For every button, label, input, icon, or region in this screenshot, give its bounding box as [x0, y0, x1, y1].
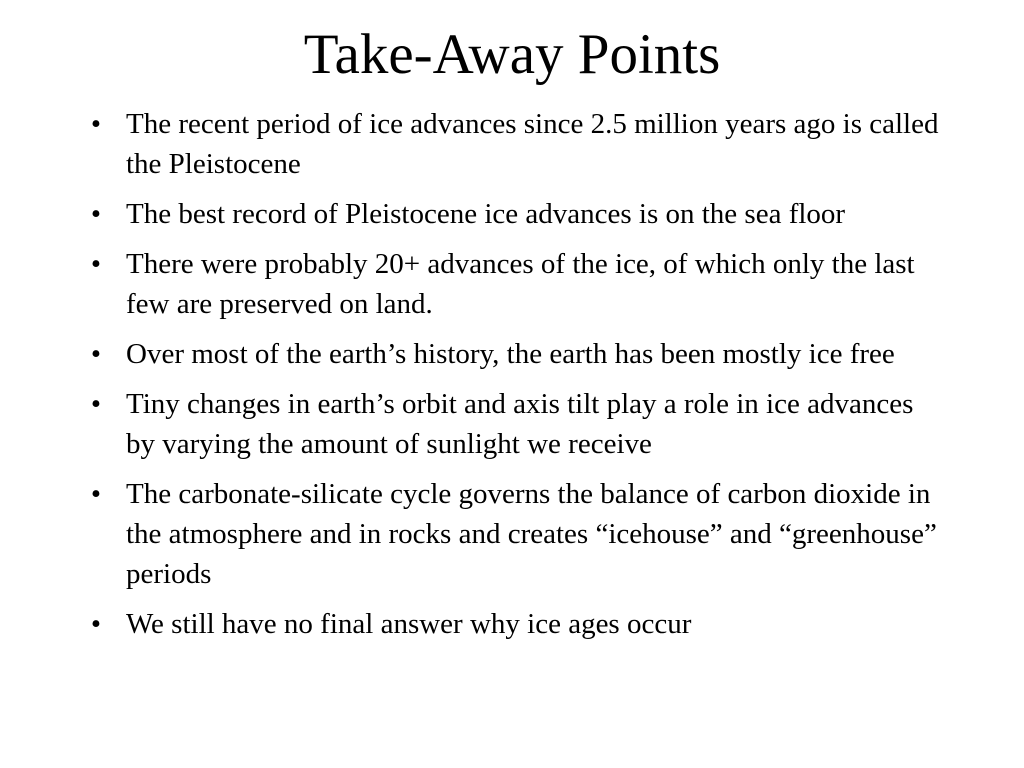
bullet-dot: • [90, 388, 102, 420]
bullet-dot: • [90, 608, 102, 640]
bullet-text: The best record of Pleistocene ice advances is on the sea floor [126, 198, 846, 230]
bullet-item [86, 334, 946, 374]
bullet-text: Tiny changes in earth’s orbit and axis tilt play a role in ice advances by varying the amount of sunlight we receive [126, 388, 914, 460]
bullet-text: The recent period of ice advances since 2.5 million years ago is called the Pleistocene [126, 108, 939, 180]
slide-title: Take-Away Points [303, 23, 721, 86]
bullet-item [86, 604, 946, 644]
bullet-dot: • [90, 198, 102, 230]
bullet-text: There were probably 20+ advances of the ice, of which only the last few are preserved on land. [126, 248, 915, 320]
bullet-dot: • [90, 248, 102, 280]
bullet-item [86, 194, 946, 234]
bullet-dot: • [90, 478, 102, 510]
bullet-list [86, 104, 946, 654]
bullet-item [86, 244, 946, 324]
bullet-item [86, 384, 946, 464]
bullet-text: Over most of the earth’s history, the earth has been mostly ice free [126, 338, 895, 370]
bullet-dot: • [90, 338, 102, 370]
bullet-text: The carbonate-silicate cycle governs the balance of carbon dioxide in the atmosphere and in rocks and creates “icehouse” and “greenhouse” periods [126, 478, 937, 590]
bullet-dot: • [90, 108, 102, 140]
bullet-text: We still have no final answer why ice ages occur [126, 608, 692, 640]
bullet-item [86, 474, 946, 594]
bullet-item [86, 104, 946, 184]
